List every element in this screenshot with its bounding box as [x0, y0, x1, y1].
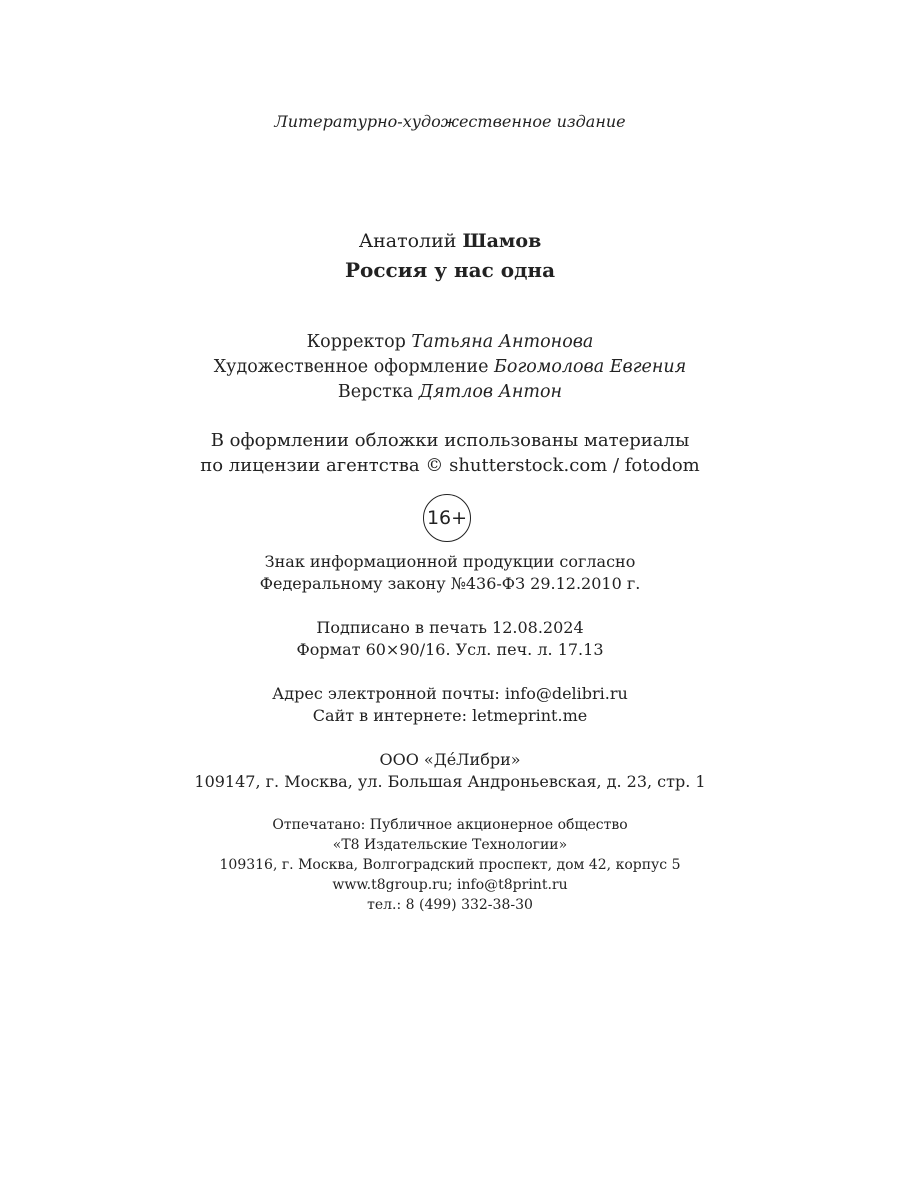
genre-label: Литературно-художественное издание — [274, 112, 626, 131]
print-format: Формат 60×90/16. Усл. печ. л. 17.13 — [296, 640, 604, 659]
printer-line-2: «Т8 Издательские Технологии» — [332, 837, 568, 853]
credit-role: Верстка — [337, 382, 414, 402]
credit-role: Художественное оформление — [213, 357, 489, 377]
publisher-name: ООО «ДéЛибри» — [379, 750, 521, 769]
credit-layout — [0, 382, 900, 402]
law-note-line-2: Федеральному закону №436-ФЗ 29.12.2010 г. — [259, 574, 641, 593]
printer-phone: тел.: 8 (499) 332-38-30 — [367, 897, 533, 913]
signed-to-print: Подписано в печать 12.08.2024 — [316, 618, 584, 637]
cover-note-line-1: В оформлении обложки использованы материалы — [210, 430, 690, 451]
credit-corrector — [0, 332, 900, 352]
printer-line-1: Отпечатано: Публичное акционерное общество — [272, 817, 628, 833]
credit-person: Дятлов Антон — [418, 382, 563, 402]
age-rating-badge: 16+ — [423, 494, 471, 542]
publisher-address: 109147, г. Москва, ул. Большая Андроньевская, д. 23, стр. 1 — [194, 772, 706, 791]
email-line: Адрес электронной почты: info@delibri.ru — [272, 684, 628, 703]
printer-web-email: www.t8group.ru; info@t8print.ru — [332, 877, 568, 893]
book-title: Россия у нас одна — [344, 258, 556, 282]
credit-art-design — [0, 357, 900, 377]
website-line: Сайт в интернете: letmeprint.me — [312, 706, 588, 725]
author-first-name: Анатолий — [358, 230, 457, 252]
cover-note-line-2: по лицензии агентства © shutterstock.com / fotodom — [200, 455, 700, 476]
printer-address: 109316, г. Москва, Волгоградский проспект, дом 42, корпус 5 — [219, 857, 681, 873]
author-name — [0, 230, 900, 252]
credit-person: Татьяна Антонова — [411, 332, 594, 352]
credit-person: Богомолова Евгения — [494, 357, 687, 377]
author-surname: Шамов — [462, 230, 542, 252]
credit-role: Корректор — [306, 332, 406, 352]
law-note-line-1: Знак информационной продукции согласно — [264, 552, 636, 571]
